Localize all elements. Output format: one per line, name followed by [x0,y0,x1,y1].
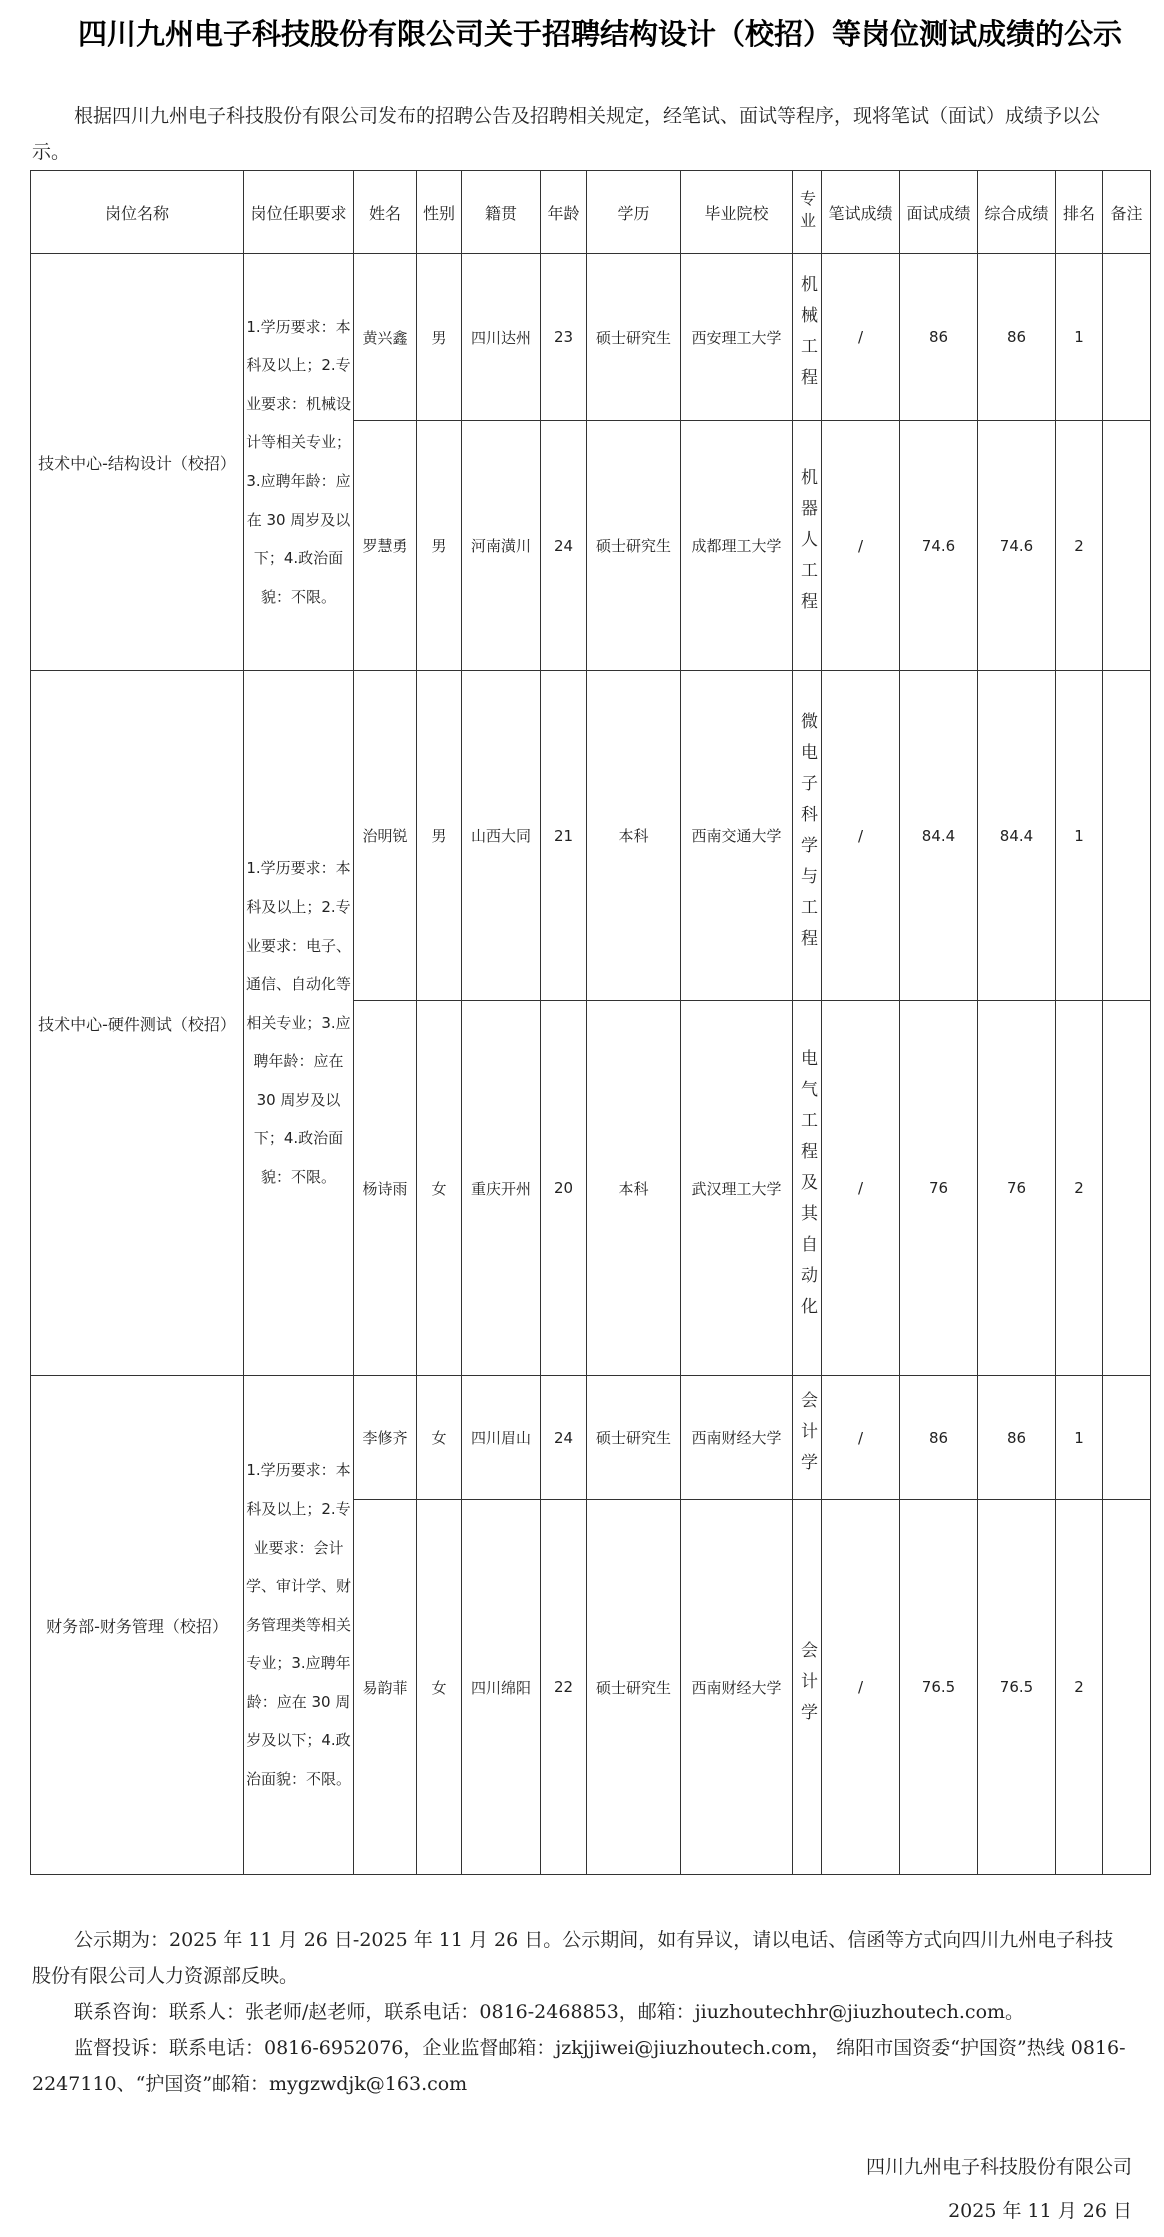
name-cell: 罗慧勇 [354,421,417,671]
total-score-cell: 84.4 [978,671,1056,1001]
header-requirement: 岗位任职要求 [244,171,354,254]
name-cell: 黄兴鑫 [354,254,417,421]
supervision-paragraph: 监督投诉：联系电话：0816-6952076，企业监督邮箱：jzkjjiwei@jiuzhoutech.com， 绵阳市国资委“护国资”热线 0816-2247110、“护国资”邮箱：mygzwdjk@163.com [32,2037,1126,2095]
origin-cell: 山西大同 [462,671,541,1001]
header-age: 年龄 [541,171,587,254]
header-school: 毕业院校 [681,171,793,254]
origin-cell: 四川眉山 [462,1376,541,1500]
written-score-cell: / [822,1001,900,1376]
education-cell: 硕士研究生 [587,1376,681,1500]
name-cell: 李修齐 [354,1376,417,1500]
header-major: 专业 [793,171,822,254]
name-cell: 易韵菲 [354,1500,417,1875]
gender-cell: 男 [417,671,462,1001]
education-cell: 硕士研究生 [587,421,681,671]
age-cell: 24 [541,1376,587,1500]
interview-score-cell: 86 [900,1376,978,1500]
note-cell [1103,254,1151,421]
rank-cell: 1 [1056,671,1103,1001]
education-cell: 硕士研究生 [587,1500,681,1875]
age-cell: 21 [541,671,587,1001]
position-cell: 财务部-财务管理（校招） [31,1376,244,1875]
header-gender: 性别 [417,171,462,254]
school-cell: 西安理工大学 [681,254,793,421]
origin-cell: 河南潢川 [462,421,541,671]
rank-cell: 2 [1056,1001,1103,1376]
written-score-cell: / [822,421,900,671]
note-cell [1103,1001,1151,1376]
header-name: 姓名 [354,171,417,254]
gender-cell: 女 [417,1376,462,1500]
intro-paragraph: 根据四川九州电子科技股份有限公司发布的招聘公告及招聘相关规定，经笔试、面试等程序，现将笔试（面试）成绩予以公示。 [32,105,1101,163]
header-note: 备注 [1103,171,1151,254]
rank-cell: 1 [1056,254,1103,421]
note-cell [1103,1500,1151,1875]
total-score-cell: 76.5 [978,1500,1056,1875]
age-cell: 20 [541,1001,587,1376]
written-score-cell: / [822,1376,900,1500]
header-total: 综合成绩 [978,171,1056,254]
total-score-cell: 74.6 [978,421,1056,671]
interview-score-cell: 86 [900,254,978,421]
school-cell: 西南财经大学 [681,1376,793,1500]
requirement-cell: 1.学历要求：本科及以上；2.专业要求：电子、通信、自动化等相关专业；3.应聘年龄：应在 30 周岁及以下；4.政治面貌：不限。 [244,671,354,1376]
education-cell: 本科 [587,1001,681,1376]
header-rank: 排名 [1056,171,1103,254]
major-cell: 机械工程 [793,254,822,421]
education-cell: 本科 [587,671,681,1001]
interview-score-cell: 76 [900,1001,978,1376]
table-row [31,1376,1151,1500]
name-cell: 治明锐 [354,671,417,1001]
note-cell [1103,1376,1151,1500]
document-title: 四川九州电子科技股份有限公司关于招聘结构设计（校招）等岗位测试成绩的公示 [77,17,1122,51]
score-table [30,170,1151,1875]
requirement-cell: 1.学历要求：本科及以上；2.专业要求：机械设计等相关专业；3.应聘年龄：应在 30 周岁及以下；4.政治面貌：不限。 [244,254,354,671]
header-education: 学历 [587,171,681,254]
school-cell: 西南交通大学 [681,671,793,1001]
total-score-cell: 86 [978,1376,1056,1500]
school-cell: 西南财经大学 [681,1500,793,1875]
name-cell: 杨诗雨 [354,1001,417,1376]
table-row [31,254,1151,421]
gender-cell: 男 [417,421,462,671]
contact-paragraph: 联系咨询：联系人：张老师/赵老师，联系电话：0816-2468853，邮箱：jiuzhoutechhr@jiuzhoutech.com。 [74,2001,1025,2023]
interview-score-cell: 84.4 [900,671,978,1001]
major-cell: 会计学 [793,1376,822,1500]
gender-cell: 男 [417,254,462,421]
note-cell [1103,421,1151,671]
major-cell: 电气工程及其自动化 [793,1001,822,1376]
written-score-cell: / [822,671,900,1001]
header-origin: 籍贯 [462,171,541,254]
position-cell: 技术中心-结构设计（校招） [31,254,244,671]
education-cell: 硕士研究生 [587,254,681,421]
origin-cell: 四川达州 [462,254,541,421]
table-header-row [31,171,1151,254]
total-score-cell: 86 [978,254,1056,421]
company-signature: 四川九州电子科技股份有限公司 [865,2156,1132,2178]
header-interview: 面试成绩 [900,171,978,254]
position-cell: 技术中心-硬件测试（校招） [31,671,244,1376]
rank-cell: 1 [1056,1376,1103,1500]
note-cell [1103,671,1151,1001]
interview-score-cell: 76.5 [900,1500,978,1875]
interview-score-cell: 74.6 [900,421,978,671]
header-position: 岗位名称 [31,171,244,254]
gender-cell: 女 [417,1001,462,1376]
major-cell: 机器人工程 [793,421,822,671]
signature-date: 2025 年 11 月 26 日 [948,2200,1132,2222]
gender-cell: 女 [417,1500,462,1875]
age-cell: 23 [541,254,587,421]
origin-cell: 重庆开州 [462,1001,541,1376]
header-written: 笔试成绩 [822,171,900,254]
requirement-cell: 1.学历要求：本科及以上；2.专业要求：会计学、审计学、财务管理类等相关专业；3.应聘年龄：应在 30 周岁及以下；4.政治面貌：不限。 [244,1376,354,1875]
age-cell: 22 [541,1500,587,1875]
notice-period-paragraph: 公示期为：2025 年 11 月 26 日-2025 年 11 月 26 日。公示期间，如有异议，请以电话、信函等方式向四川九州电子科技股份有限公司人力资源部反映。 [32,1929,1114,1987]
age-cell: 24 [541,421,587,671]
total-score-cell: 76 [978,1001,1056,1376]
major-cell: 会计学 [793,1500,822,1875]
written-score-cell: / [822,1500,900,1875]
written-score-cell: / [822,254,900,421]
table-row [31,671,1151,1001]
origin-cell: 四川绵阳 [462,1500,541,1875]
rank-cell: 2 [1056,421,1103,671]
major-cell: 微电子科学与工程 [793,671,822,1001]
rank-cell: 2 [1056,1500,1103,1875]
school-cell: 武汉理工大学 [681,1001,793,1376]
school-cell: 成都理工大学 [681,421,793,671]
